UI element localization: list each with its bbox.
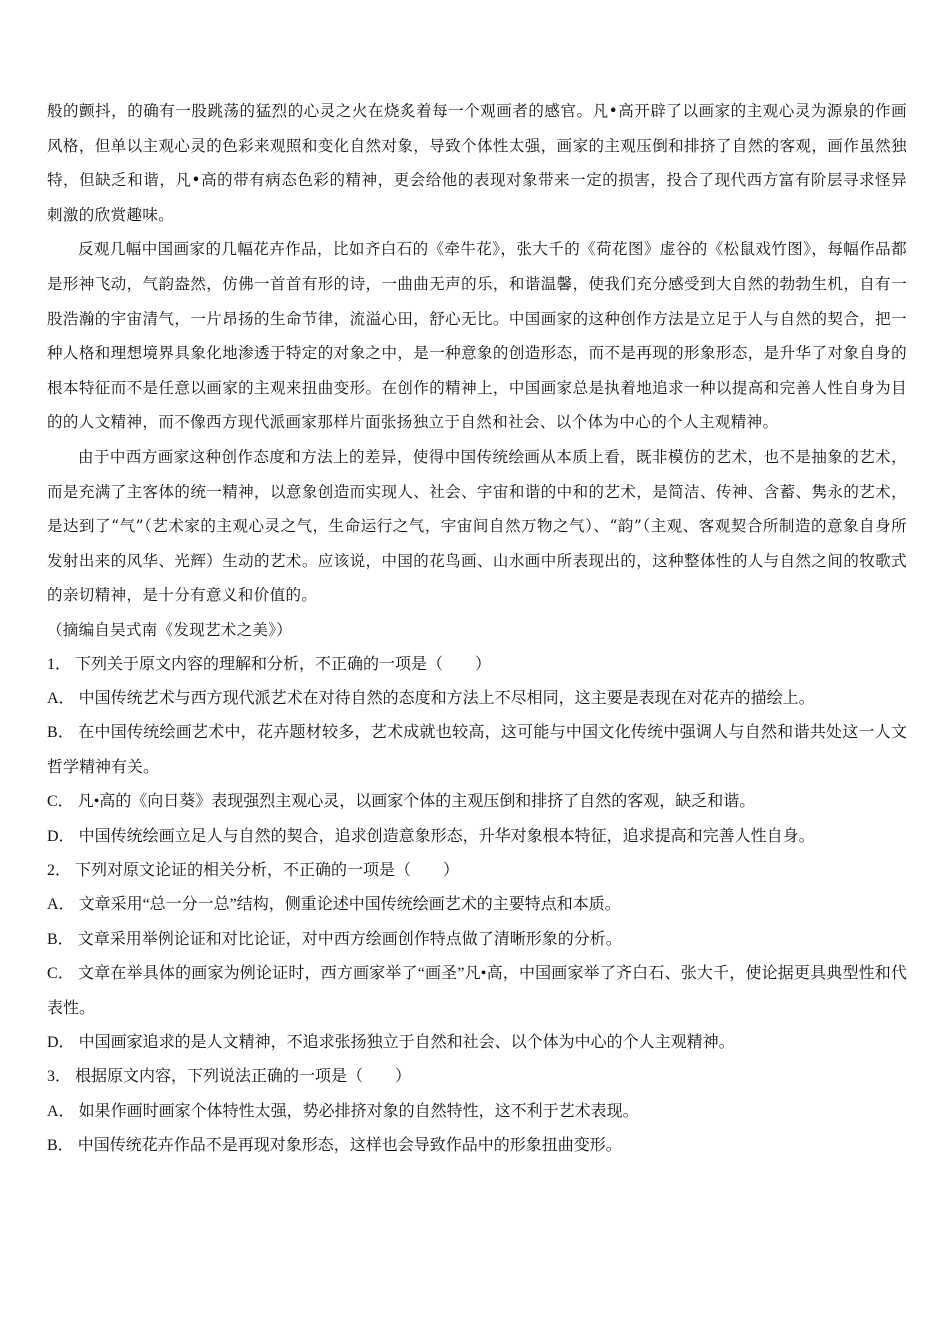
option-text: 文章采用“总一分一总”结构，侧重论述中国传统绘画艺术的主要特点和本质。 <box>78 896 621 914</box>
question-1-option-d <box>47 820 907 854</box>
passage-paragraph-1: 般的颤抖，的确有一股跳荡的猛烈的心灵之火在烧炙着每一个观画者的感官。凡•高开辟了以画家的主观心灵为源泉的作画风格，但单以主观心灵的色彩来观照和变化自然对象，导致个体性太强，画家的主观压倒和排挤了自然的客观，画作虽然独特，但缺乏和谐，凡•高的带有病态色彩的精神，更会给他的表现对象带来一定的损害，投合了现代西方富有阶层寻求怪异刺激的欣赏趣味。 <box>47 102 907 224</box>
question-1-option-c <box>47 785 907 819</box>
option-text: 中国传统花卉作品不是再现对象形态，这样也会导致作品中的形象扭曲变形。 <box>77 1137 622 1155</box>
question-1 <box>47 648 907 854</box>
question-number: 2． <box>47 861 72 879</box>
question-2-option-b <box>47 923 907 957</box>
question-text: 下列关于原文内容的理解和分析，不正确的一项是（ ） <box>75 655 492 673</box>
option-text: 中国画家追求的是人文精神，不追求张扬独立于自然和社会、以个体为中心的个人主观精神。 <box>78 1033 735 1051</box>
option-text: 在中国传统绘画艺术中，花卉题材较多，艺术成就也较高，这可能与中国文化传统中强调人与自然和谐共处这一人文哲学精神有关。 <box>47 724 907 776</box>
question-1-option-a <box>47 682 907 716</box>
option-label: D． <box>47 1033 75 1051</box>
option-label: A． <box>47 896 75 914</box>
question-stem <box>47 854 907 888</box>
option-text: 中国传统绘画立足人与自然的契合，追求创造意象形态，升华对象根本特征，追求提高和完善人性自身。 <box>78 827 815 845</box>
option-text: 文章在举具体的画家为例论证时，西方画家举了“画圣”凡•高，中国画家举了齐白石、张大千，使论据更具典型性和代表性。 <box>47 965 907 1017</box>
passage-paragraph-3: 由于中西方画家这种创作态度和方法上的差异，使得中国传统绘画从本质上看，既非模仿的艺术，也不是抽象的艺术，而是充满了主客体的统一精神，以意象创造而实现人、社会、宇宙和谐的中和的艺术，是简洁、传神、含蓄、隽永的艺术，是达到了“气”（艺术家的主观心灵之气，生命运行之气，宇宙间自然万物之气）、“韵”（主观、客观契合所制造的意象自身所发射出来的风华、光辉）生动的艺术。应该说，中国的花鸟画、山水画中所表现出的，这种整体性的人与自然之间的牧歌式的亲切精神，是十分有意义和价值的。 <box>47 447 907 605</box>
passage <box>47 94 907 648</box>
question-number: 3． <box>47 1068 72 1086</box>
question-2-option-c <box>47 957 907 1026</box>
option-text: 中国传统艺术与西方现代派艺术在对待自然的态度和方法上不尽相同，这主要是表现在对花卉的描绘上。 <box>78 689 815 707</box>
option-text: 如果作画时画家个体特性太强，势必排挤对象的自然特性，这不利于艺术表现。 <box>78 1102 639 1120</box>
passage-paragraph-2: 反观几幅中国画家的几幅花卉作品，比如齐白石的《牵牛花》，张大千的《荷花图》虚谷的《松鼠戏竹图》，每幅作品都是形神飞动，气韵盎然，仿佛一首首有形的诗，一曲曲无声的乐，和谐温馨，使我们充分感受到大自然的勃勃生机，自有一股浩瀚的宇宙清气，一片昂扬的生命节律，流溢心田，舒心无比。中国画家的这种创作方法是立足于人与自然的契合，把一种人格和理想境界具象化地渗透于特定的对象之中，是一种意象的创造形态，而不是再现的形象形态，是升华了对象自身的根本特征而不是任意以画家的主观来扭曲变形。在创作的精神上，中国画家总是执着地追求一种以提高和完善人性自身为目的的人文精神，而不像西方现代派画家那样片面张扬独立于自然和社会、以个体为中心的个人主观精神。 <box>47 240 907 432</box>
question-2-option-d <box>47 1026 907 1060</box>
question-stem <box>47 648 907 682</box>
question-3 <box>47 1060 907 1163</box>
option-label: C． <box>47 965 75 983</box>
option-label: B． <box>47 1137 74 1155</box>
option-text: 文章采用举例论证和对比论证，对中西方绘画创作特点做了清晰形象的分析。 <box>77 930 622 948</box>
document-page <box>47 94 907 1164</box>
question-2-option-a <box>47 888 907 922</box>
option-label: A． <box>47 689 75 707</box>
option-label: D． <box>47 827 75 845</box>
option-label: B． <box>47 724 75 742</box>
question-text: 下列对原文论证的相关分析，不正确的一项是（ ） <box>75 861 460 879</box>
option-text: 凡•高的《向日葵》表现强烈主观心灵，以画家个体的主观压倒和排挤了自然的客观，缺乏和谐。 <box>77 793 756 811</box>
question-stem <box>47 1060 907 1094</box>
question-number: 1． <box>47 655 72 673</box>
question-3-option-b <box>47 1129 907 1163</box>
question-text: 根据原文内容，下列说法正确的一项是（ ） <box>75 1068 412 1086</box>
option-label: B． <box>47 930 74 948</box>
question-2 <box>47 854 907 1060</box>
option-label: C． <box>47 793 74 811</box>
option-label: A． <box>47 1102 75 1120</box>
question-1-option-b <box>47 716 907 785</box>
question-3-option-a <box>47 1095 907 1129</box>
passage-source: （摘编自吴式南《发现艺术之美》） <box>47 620 293 639</box>
